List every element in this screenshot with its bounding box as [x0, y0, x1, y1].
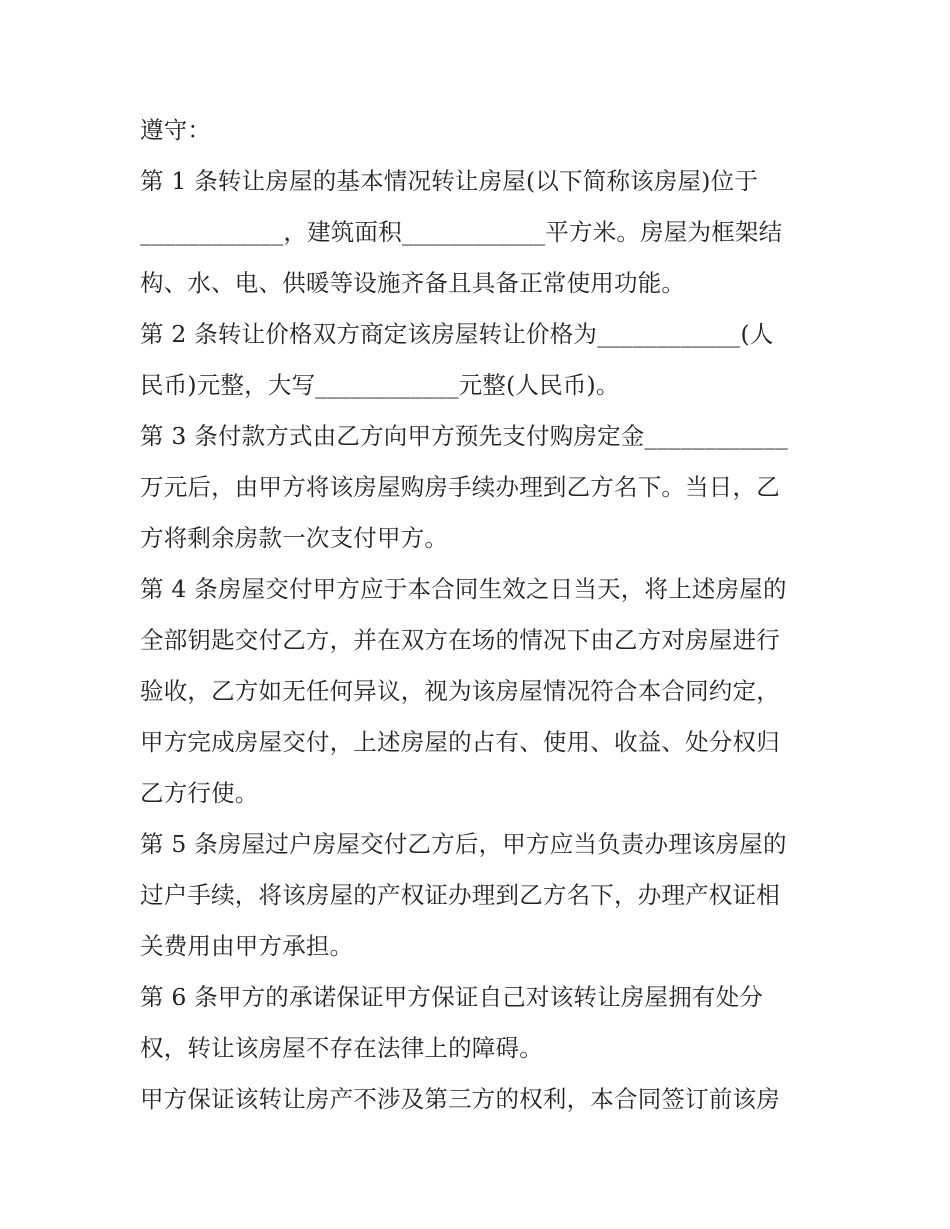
text-line: 第 3 条付款方式由乙方向甲方预先支付购房定金____________ [140, 422, 788, 450]
text-line: 第 2 条转让价格双方商定该房屋转让价格为____________(人 [140, 320, 774, 348]
text-line: 过户手续，将该房屋的产权证办理到乙方名下，办理产权证相 [140, 881, 780, 909]
text-line: 全部钥匙交付乙方，并在双方在场的情况下由乙方对房屋进行 [140, 626, 780, 654]
text-line: ____________，建筑面积____________平方米。房屋为框架结 [140, 218, 783, 246]
text-line: 甲方保证该转让房产不涉及第三方的权利，本合同签订前该房 [140, 1085, 780, 1113]
text-line: 方将剩余房款一次支付甲方。 [140, 524, 449, 552]
text-line: 第 4 条房屋交付甲方应于本合同生效之日当天，将上述房屋的 [140, 575, 787, 603]
text-line: 第 1 条转让房屋的基本情况转让房屋(以下简称该房屋)位于 [140, 167, 759, 195]
text-line: 第 5 条房屋过户房屋交付乙方后，甲方应当负责办理该房屋的 [140, 830, 787, 858]
text-line: 甲方完成房屋交付，上述房屋的占有、使用、收益、处分权归 [140, 728, 780, 756]
text-line: 遵守： [140, 116, 212, 144]
text-line: 民币)元整，大写____________元整(人民币)。 [140, 371, 620, 399]
text-line: 验收，乙方如无任何异议，视为该房屋情况符合本合同约定， [140, 677, 780, 705]
text-line: 构、水、电、供暖等设施齐备且具备正常使用功能。 [140, 269, 686, 297]
text-line: 第 6 条甲方的承诺保证甲方保证自己对该转让房屋拥有处分 [140, 983, 763, 1011]
text-line: 乙方行使。 [140, 779, 259, 807]
text-line: 万元后，由甲方将该房屋购房手续办理到乙方名下。当日，乙 [140, 473, 780, 501]
text-line: 关费用由甲方承担。 [140, 932, 354, 960]
text-line: 权，转让该房屋不存在法律上的障碍。 [140, 1034, 543, 1062]
contract-text [140, 108, 820, 1128]
